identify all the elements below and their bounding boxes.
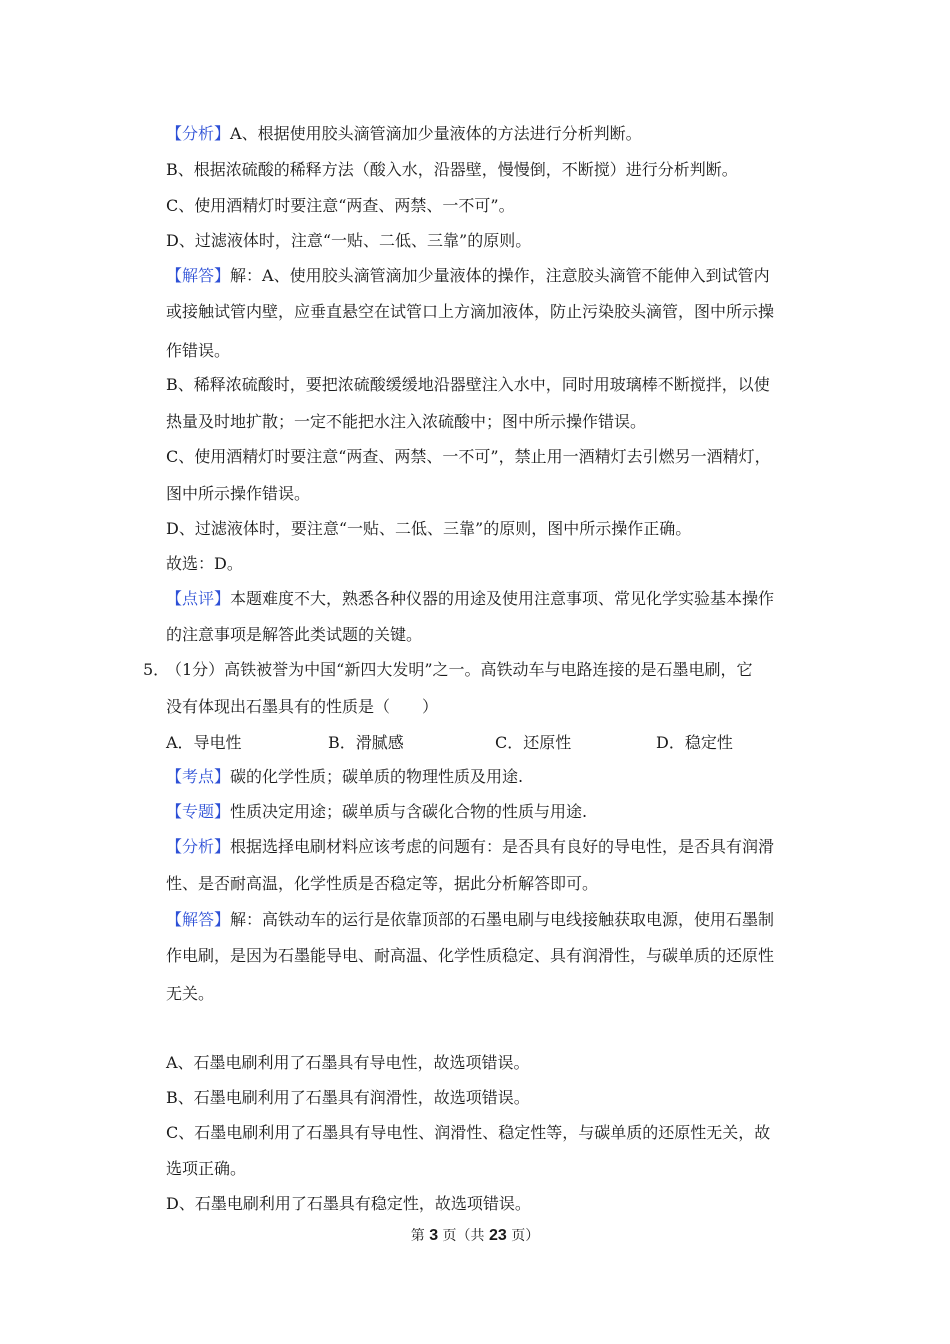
q4-answer-line: B、稀释浓硫酸时，要把浓硫酸缓缓地沿器壁注入水中，同时用玻璃棒不断搅拌，以使 xyxy=(166,375,770,394)
footer-suffix: 页） xyxy=(506,1228,540,1244)
q5-analysis-line xyxy=(166,837,774,857)
q4-answer-line: D、过滤液体时，要注意“一贴、二低、三靠”的原则，图中所示操作正确。 xyxy=(166,519,692,538)
page-footer xyxy=(0,1226,950,1246)
option-c: C．还原性 xyxy=(495,733,572,752)
q5-answer-line: 作电刷，是因为石墨能导电、耐高温、化学性质稳定、具有润滑性，与碳单质的还原性 xyxy=(166,946,775,965)
q4-answer-line: 作错误。 xyxy=(166,341,231,360)
q5-answer-line: 无关。 xyxy=(166,984,215,1003)
q5-stem-line: （1分）高铁被誉为中国“新四大发明”之一。高铁动车与电路连接的是石墨电刷，它 xyxy=(166,660,753,679)
q5-kaodian-text: 碳的化学性质；碳单质的物理性质及用途. xyxy=(230,767,524,786)
q5-kaodian-line xyxy=(166,767,523,787)
option-a: A．导电性 xyxy=(166,733,242,752)
total-pages: 23 xyxy=(489,1227,507,1244)
q4-analysis-line xyxy=(166,124,642,144)
q5-answer-line: A、石墨电刷利用了石墨具有导电性，故选项错误。 xyxy=(166,1053,530,1072)
analysis-tag: 【分析】 xyxy=(166,124,231,143)
q5-answer-line: D、石墨电刷利用了石墨具有稳定性，故选项错误。 xyxy=(166,1194,531,1213)
comment-tag: 【点评】 xyxy=(166,589,231,608)
q4-comment-text: 本题难度不大，熟悉各种仪器的用途及使用注意事项、常见化学实验基本操作 xyxy=(230,589,775,608)
q4-comment-line xyxy=(166,589,774,609)
footer-prefix: 第 xyxy=(410,1228,430,1244)
q4-analysis-line: B、根据浓硫酸的稀释方法（酸入水，沿器壁，慢慢倒，不断搅）进行分析判断。 xyxy=(166,160,738,179)
q5-stem-line: 没有体现出石墨具有的性质是（ ） xyxy=(166,697,439,716)
answer-tag: 【解答】 xyxy=(166,910,231,929)
page-number: 3 xyxy=(429,1227,439,1244)
q5-answer-text: 解：高铁动车的运行是依靠顶部的石墨电刷与电线接触获取电源，使用石墨制 xyxy=(230,910,775,929)
q5-analysis-line: 性、是否耐高温，化学性质是否稳定等，据此分析解答即可。 xyxy=(166,874,599,893)
kaodian-tag: 【考点】 xyxy=(166,767,231,786)
q4-answer-text: 解：A、使用胶头滴管滴加少量液体的操作，注意胶头滴管不能伸入到试管内 xyxy=(230,266,770,285)
q5-zhuanti-line xyxy=(166,802,587,822)
q4-answer-line: 故选：D。 xyxy=(166,554,243,573)
q4-answer-line: 热量及时地扩散；一定不能把水注入浓硫酸中；图中所示操作错误。 xyxy=(166,412,647,431)
zhuanti-tag: 【专题】 xyxy=(166,802,231,821)
option-b: B．滑腻感 xyxy=(328,733,404,752)
q5-answer-line xyxy=(166,910,774,930)
q5-zhuanti-text: 性质决定用途；碳单质与含碳化合物的性质与用途. xyxy=(230,802,588,821)
q5-answer-line: 选项正确。 xyxy=(166,1159,247,1178)
q4-answer-line: 图中所示操作错误。 xyxy=(166,484,311,503)
option-d: D．稳定性 xyxy=(656,733,733,752)
q4-analysis-line: D、过滤液体时，注意“一贴、二低、三靠”的原则。 xyxy=(166,231,532,250)
q4-comment-line: 的注意事项是解答此类试题的关键。 xyxy=(166,625,423,644)
q4-analysis-text: A、根据使用胶头滴管滴加少量液体的方法进行分析判断。 xyxy=(230,124,642,143)
q4-answer-line: C、使用酒精灯时要注意“两查、两禁、一不可”，禁止用一酒精灯去引燃另一酒精灯， xyxy=(166,447,771,466)
q4-answer-line xyxy=(166,266,770,286)
q5-answer-line: C、石墨电刷利用了石墨具有导电性、润滑性、稳定性等，与碳单质的还原性无关，故 xyxy=(166,1123,771,1142)
q5-analysis-text: 根据选择电刷材料应该考虑的问题有：是否具有良好的导电性，是否具有润滑 xyxy=(230,837,775,856)
analysis-tag: 【分析】 xyxy=(166,837,231,856)
q4-analysis-line: C、使用酒精灯时要注意“两查、两禁、一不可”。 xyxy=(166,196,515,215)
q5-answer-line: B、石墨电刷利用了石墨具有润滑性，故选项错误。 xyxy=(166,1088,530,1107)
footer-middle: 页（共 xyxy=(438,1228,489,1244)
question-number: 5． xyxy=(143,660,170,679)
answer-tag: 【解答】 xyxy=(166,266,231,285)
q4-answer-line: 或接触试管内壁，应垂直悬空在试管口上方滴加液体，防止污染胶头滴管，图中所示操 xyxy=(166,302,775,321)
